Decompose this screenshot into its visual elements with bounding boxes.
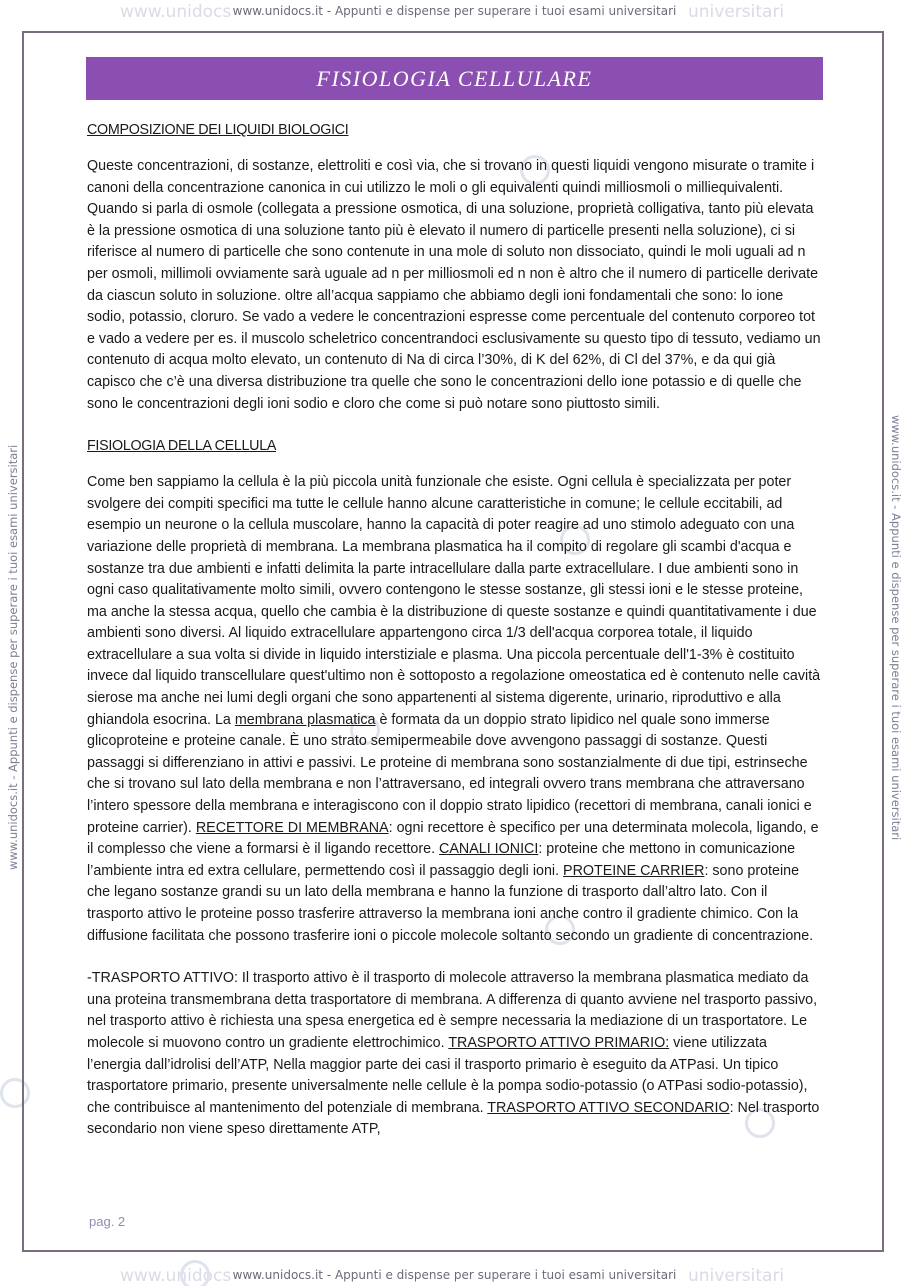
- page-number: pag. 2: [89, 1214, 126, 1229]
- title-bar: [86, 57, 823, 100]
- faded-watermark-bottom-right: universitari: [688, 1266, 785, 1286]
- top-watermark-banner: www.unidocs.it - Appunti e dispense per superare i tuoi esami universitari: [232, 4, 677, 18]
- term-membrana-plasmatica: membrana plasmatica: [234, 711, 376, 728]
- term-recettore-di-membrana: RECETTORE DI MEMBRANA: [195, 819, 389, 836]
- bottom-watermark-banner: www.unidocs.it - Appunti e dispense per superare i tuoi esami universitari: [232, 1268, 677, 1282]
- term-canali-ionici: CANALI IONICI: [439, 841, 539, 858]
- left-side-watermark: www.unidocs.it - Appunti e dispense per superare i tuoi esami universitari: [6, 444, 20, 870]
- term-trasporto-attivo-secondario: TRASPORTO ATTIVO SECONDARIO: [487, 1099, 730, 1116]
- section-heading-fisiologia-cellula: FISIOLOGIA DELLA CELLULA: [87, 438, 277, 455]
- paragraph-composizione: Queste concentrazioni, di sostanze, elettroliti e così via, che si trovano in questi liquidi vengono misurate o tramite i canoni della concentrazione canonica in cui utilizzo le moli o gli equivalenti quindi milliosmoli o milliequivalenti. Quando si parla di osmole (collegata a pressione osmotica, di una soluzione, proprietà colligativa, tanto più elevata è la pressione osmotica di una soluzione tanto più è elevato il numero di particelle presenti nella soluzione), ci si riferisce al numero di particelle che sono contenute in una mole di soluto non dissociato, quindi le moli uguali ad n per osmoli, millimoli ovviamente sarà uguale ad n per milliosmoli ed n non è altro che il numero di particelle derivate da ciascun soluto in soluzione. oltre all’acqua sappiamo che abbiamo degli ioni fondamentali che sono: lo ione sodio, potassio, cloruro. Se vado a vedere le concentrazioni espresse come percentuale del contenuto corporeo tot e vado a vedere per es. il muscolo scheletrico concentrandoci esclusivamente su questo tipo di tessuto, vediamo un contenuto di acqua molto elevato, un contenuto di Na di circa l’30%, di K del 62%, di Cl del 37%, e da qui già capisco che c’è una diversa distribuzione tra quelle che sono le concentrazioni dello ione potassio e di quelle che sono le concentrazioni degli ioni sodio e cloro che come si può notare sono piuttosto simili.: [87, 158, 821, 412]
- faded-watermark-top-right: universitari: [688, 2, 785, 22]
- paragraph-fisiologia-cellula: Come ben sappiamo la cellula è la più piccola unità funzionale che esiste. Ogni cellula è specializzata per poter svolgere dei compiti specifici ma tutte le cellule hanno alcune caratteristiche in comune; le cellule eccitabili, ad esempio un neurone o la cellula muscolare, hanno la capacità di poter reagire ad uno stimolo adeguato con una variazione delle proprietà di membrana. La membrana plasmatica ha il compito di regolare gli scambi d'acqua e sostanze tra due ambienti e infatti delimita la parte intracellulare dalla parte extracellulare. I due ambienti sono in ogni caso qualitativamente molto simili, ovvero contengono le stesse sostanze, gli stessi ioni e le stesse proteine, ma anche la stessa acqua, quello che cambia è la distribuzione di queste sostanze e quindi quantitativamente i due ambienti sono diversi. Al liquido extracellulare appartengono circa 1/3 dell'acqua corporea totale, il liquido extracellulare a sua volta si divide in liquido interstiziale e plasma. Una piccola percentuale dell'1-3% è costituito invece dal liquido transcellulare quest'ultimo non è sottoposto a regolazione omeostatica ed è contenuto nelle cavità sierose ma anche nei lumi degli organi che sono appartenenti al sistema digerente, urinario, riproduttivo e alla ghiandola esocrina. La membrana plasmatica è formata da un doppio strato lipidico nel quale sono immerse glicoproteine e proteine canale. È uno strato semipermeabile dove avvengono passaggi di sostanze. Questi passaggi si differenziano in attivi e passivi. Le proteine di membrana sono sostanzialmente di due tipi, estrinseche che si trovano sul lato della membrana e non l’attraversano, ed integrali ovvero trans membrana che attraversano l’intero spessore della membrana e interagiscono con il doppio strato lipidico (recettori di membrana, canali ionici e proteine carrier). RECETTORE DI MEMBRANA: ogni recettore è specifico per una determinata molecola, ligando, e il complesso che viene a formarsi è il ligando recettore. CANALI IONICI: proteine che mettono in comunicazione l’ambiente intra ed extra cellulare, permettendo così il passaggio degli ioni. PROTEINE CARRIER: sono proteine che legano sostanze grandi su un lato della membrana e hanno la funzione di trasporto dall’altro lato. Con il trasporto attivo le proteine posso trasferire attraverso la membrana ioni anche contro il gradiente chimico. Con la diffusione facilitata che possono trasferire ioni o piccole molecole soltanto secondo un gradiente di concentrazione.: [87, 474, 821, 944]
- term-trasporto-attivo-primario: TRASPORTO ATTIVO PRIMARIO:: [448, 1034, 670, 1051]
- document-body: [87, 120, 824, 1141]
- term-proteine-carrier: PROTEINE CARRIER: [563, 862, 705, 879]
- document-title: FISIOLOGIA CELLULARE: [316, 65, 593, 91]
- faded-watermark-bottom-left: www.unidocs: [120, 1266, 232, 1286]
- right-side-watermark: www.unidocs.it - Appunti e dispense per superare i tuoi esami universitari: [889, 415, 903, 841]
- section-heading-composizione: COMPOSIZIONE DEI LIQUIDI BIOLOGICI: [87, 122, 349, 138]
- paragraph-trasporto-attivo: -TRASPORTO ATTIVO: Il trasporto attivo è il trasporto di molecole attraverso la membrana plasmatica mediato da una proteina transmembrana detta trasportatore di membrana. A differenza di quanto avviene nel trasporto passivo, nel trasporto attivo è richiesta una spesa energetica ed è sempre necessaria la mediazione di un trasportatore. Le molecole si muovono contro un gradiente elettrochimico. TRASPORTO ATTIVO PRIMARIO: viene utilizzata l’energia dall’idrolisi dell’ATP, Nella maggior parte dei casi il trasporto primario è eseguito da ATPasi. Un tipico trasportatore primario, presente universalmente nelle cellule è la pompa sodio-potassio (o ATPasi sodio-potassio), che contribuisce al mantenimento del potenziale di membrana. TRASPORTO ATTIVO SECONDARIO: Nel trasporto secondario non viene speso direttamente ATP,: [87, 970, 820, 1138]
- faded-watermark-top-left: www.unidocs: [120, 2, 232, 22]
